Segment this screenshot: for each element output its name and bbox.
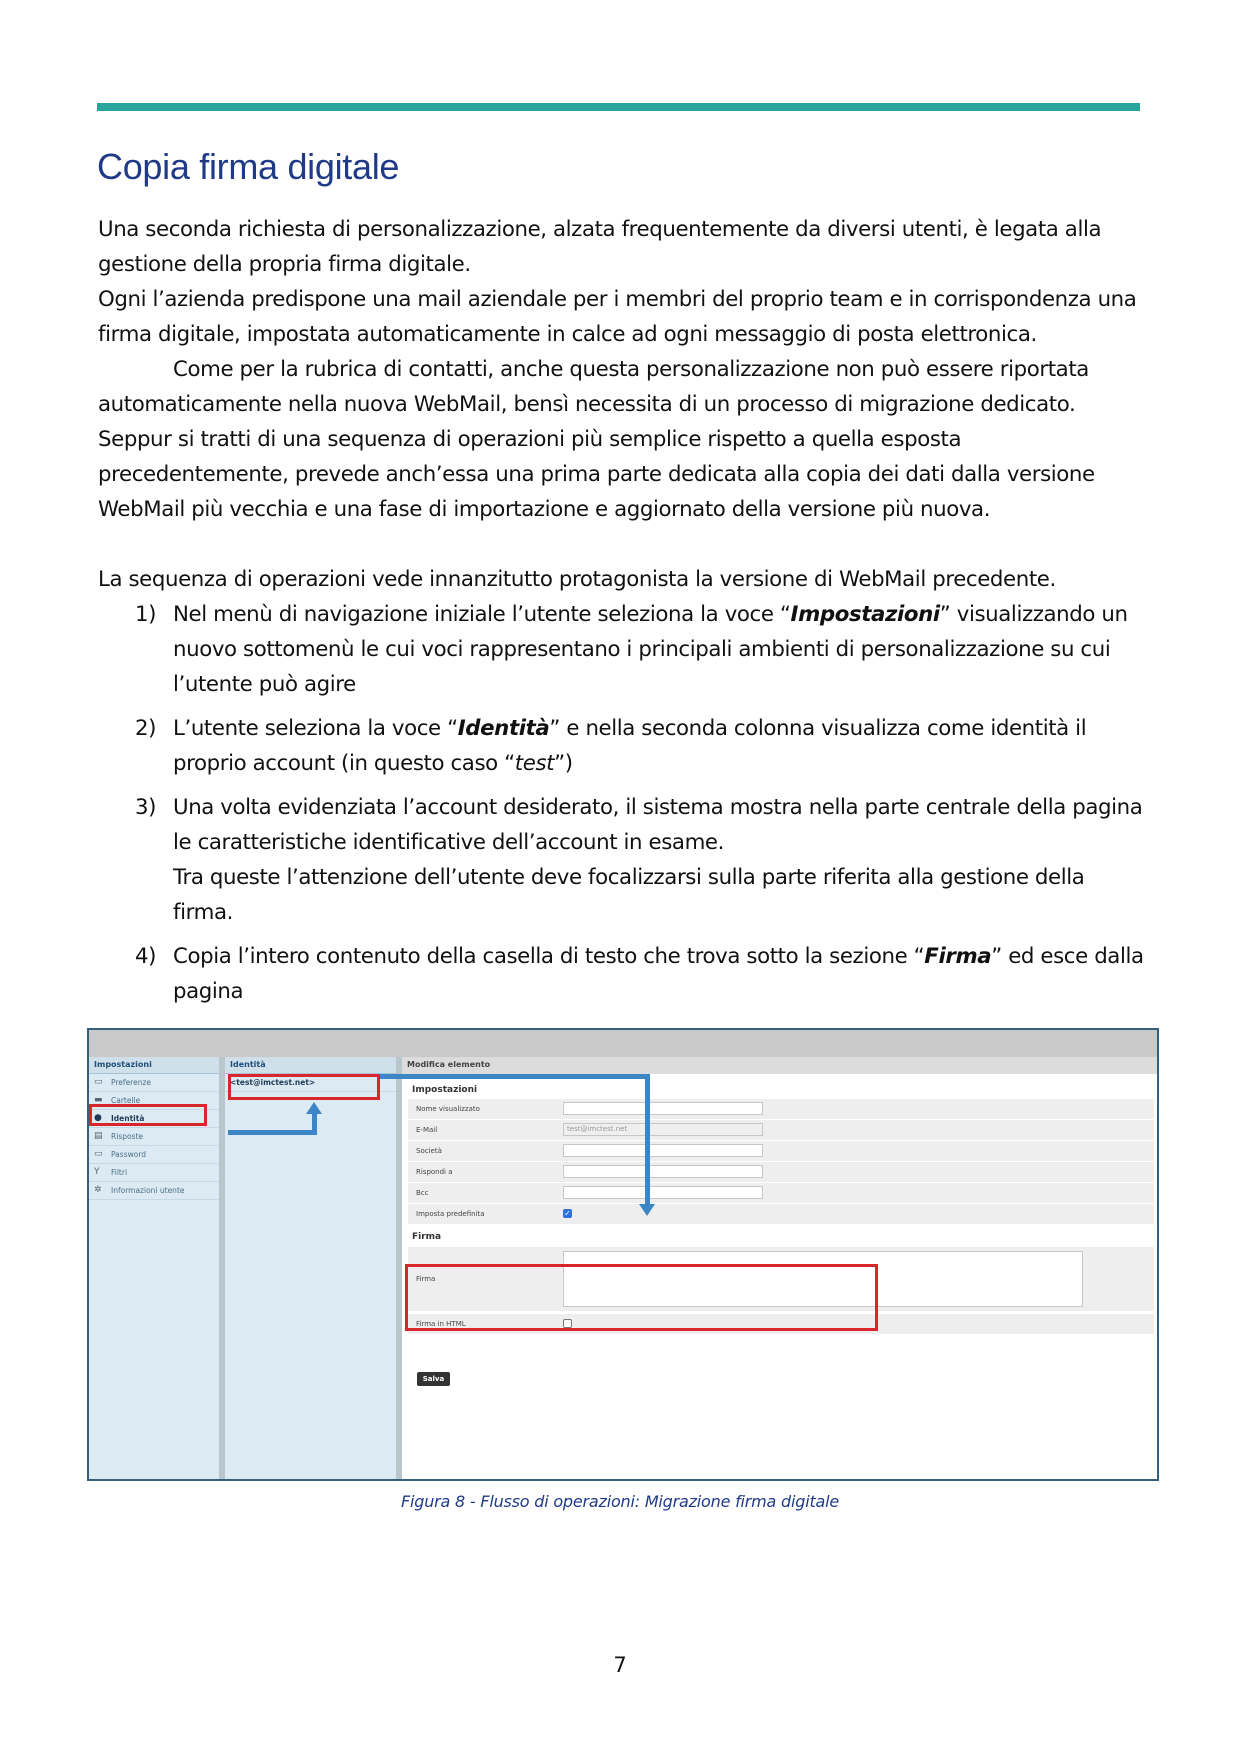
list-item: 4) Copia l’intero contenuto della casella di testo che trova sotto la sezione “Firma” ed esce dalla pagina bbox=[135, 944, 1144, 1004]
sidebar-item-cartelle[interactable]: ▬ Cartelle bbox=[89, 1092, 219, 1110]
highlight-firma bbox=[405, 1264, 878, 1331]
header-rule bbox=[97, 103, 1140, 111]
list-item: 1) Nel menù di navigazione iniziale l’utente seleziona la voce “Impostazioni” visualizzando un nuovo sottomenù le cui voci rappresentano i principali ambienti di personalizzazione su cui l’utente può agire bbox=[135, 602, 1128, 697]
section-firma: Firma bbox=[412, 1232, 442, 1242]
arrow-segment bbox=[380, 1074, 649, 1079]
highlight-identita bbox=[89, 1104, 207, 1126]
name-field[interactable] bbox=[563, 1102, 763, 1115]
section-impostazioni: Impostazioni bbox=[412, 1085, 478, 1095]
filter-icon: Y bbox=[94, 1167, 100, 1177]
page-number: 7 bbox=[613, 1653, 627, 1677]
bcc-field[interactable] bbox=[563, 1186, 763, 1199]
paragraph: Seppur si tratti di una sequenza di operazioni più semplice rispetto a quella esposta precedentemente, prevede anch’essa una prima parte dedicata alla copia dei dati dalla versione WebMail più vecchia e una fase di importazione e aggiornato della versione più nuova. bbox=[98, 427, 1095, 522]
save-button[interactable]: Salva bbox=[417, 1372, 450, 1386]
figure-screenshot bbox=[87, 1028, 1159, 1481]
email-field: test@imctest.net bbox=[563, 1123, 763, 1136]
reply-icon: ▤ bbox=[94, 1131, 103, 1141]
paragraph: Ogni l’azienda predispone una mail aziendale per i membri del proprio team e in corrispondenza una firma digitale, impostata automaticamente in calce ad ogni messaggio di posta elettronica. bbox=[98, 287, 1137, 347]
sidebar-item-risposte[interactable]: ▤ Risposte bbox=[89, 1128, 219, 1146]
arrow-segment bbox=[645, 1074, 650, 1206]
identity-header: Identità bbox=[225, 1057, 396, 1074]
arrow-down-icon bbox=[639, 1204, 655, 1216]
figure-caption: Figura 8 - Flusso di operazioni: Migrazione firma digitale bbox=[400, 1492, 840, 1511]
arrow-up-icon bbox=[306, 1102, 322, 1114]
default-checkbox[interactable]: ✓ bbox=[564, 1209, 571, 1218]
list-item: 2) L’utente seleziona la voce “Identità” e nella seconda colonna visualizza come identità il proprio account (in questo caso “test”) bbox=[135, 716, 1087, 776]
field-row-rispondi: Rispondi a bbox=[408, 1162, 1154, 1182]
reply-to-field[interactable] bbox=[563, 1165, 763, 1178]
list-item: 3) Una volta evidenziata l’account desiderato, il sistema mostra nella parte centrale della pagina le caratteristiche identificative dell’account in esame. Tra queste l’attenzione dell’utente deve focalizzarsi sulla parte riferita alla gestione della firma. bbox=[135, 795, 1143, 925]
browser-bar bbox=[89, 1030, 1157, 1057]
sidebar-item-preferenze[interactable]: ▭ Preferenze bbox=[89, 1074, 219, 1092]
arrow-segment bbox=[228, 1130, 316, 1135]
field-row-nome: Nome visualizzato bbox=[408, 1099, 1154, 1119]
field-row-email: E-Mail test@imctest.net bbox=[408, 1120, 1154, 1140]
sidebar-item-identita[interactable]: ● Identità bbox=[89, 1110, 219, 1128]
steps-list bbox=[98, 597, 1148, 1009]
paragraph: La sequenza di operazioni vede innanzitutto protagonista la versione di WebMail precedente. bbox=[98, 567, 1056, 592]
identity-item[interactable]: <test@imctest.net> bbox=[225, 1074, 396, 1092]
company-field[interactable] bbox=[563, 1144, 763, 1157]
field-row-bcc: Bcc bbox=[408, 1183, 1154, 1203]
field-row-societa: Società bbox=[408, 1141, 1154, 1161]
person-icon: ● bbox=[94, 1113, 102, 1123]
highlight-identity-item bbox=[228, 1074, 380, 1100]
sidebar-item-filtri[interactable]: Y Filtri bbox=[89, 1164, 219, 1182]
sidebar-header: Impostazioni bbox=[89, 1057, 219, 1074]
password-icon: ▭ bbox=[94, 1149, 103, 1159]
arrow-segment bbox=[312, 1112, 317, 1135]
page-title: Copia firma digitale bbox=[97, 146, 400, 187]
edit-panel-header: Modifica elemento bbox=[402, 1057, 1157, 1074]
field-row-firma-html: Firma in HTML bbox=[408, 1314, 1154, 1334]
field-row-firma: Firma bbox=[408, 1247, 1154, 1311]
folder-icon: ▬ bbox=[94, 1095, 103, 1105]
gear-icon: ✲ bbox=[94, 1185, 102, 1195]
body-text bbox=[98, 212, 1148, 1018]
sidebar-item-informazioni-utente[interactable]: ✲ Informazioni utente bbox=[89, 1182, 219, 1200]
paragraph: Una seconda richiesta di personalizzazione, alzata frequentemente da diversi utenti, è legata alla gestione della propria firma digitale. bbox=[98, 217, 1102, 277]
field-row-predefinita: Imposta predefinita ✓ bbox=[408, 1204, 1154, 1224]
sidebar-item-password[interactable]: ▭ Password bbox=[89, 1146, 219, 1164]
monitor-icon: ▭ bbox=[94, 1077, 103, 1087]
paragraph: Come per la rubrica di contatti, anche questa personalizzazione non può essere riportata automaticamente nella nuova WebMail, bensì necessita di un processo di migrazione dedicato. bbox=[98, 357, 1089, 417]
